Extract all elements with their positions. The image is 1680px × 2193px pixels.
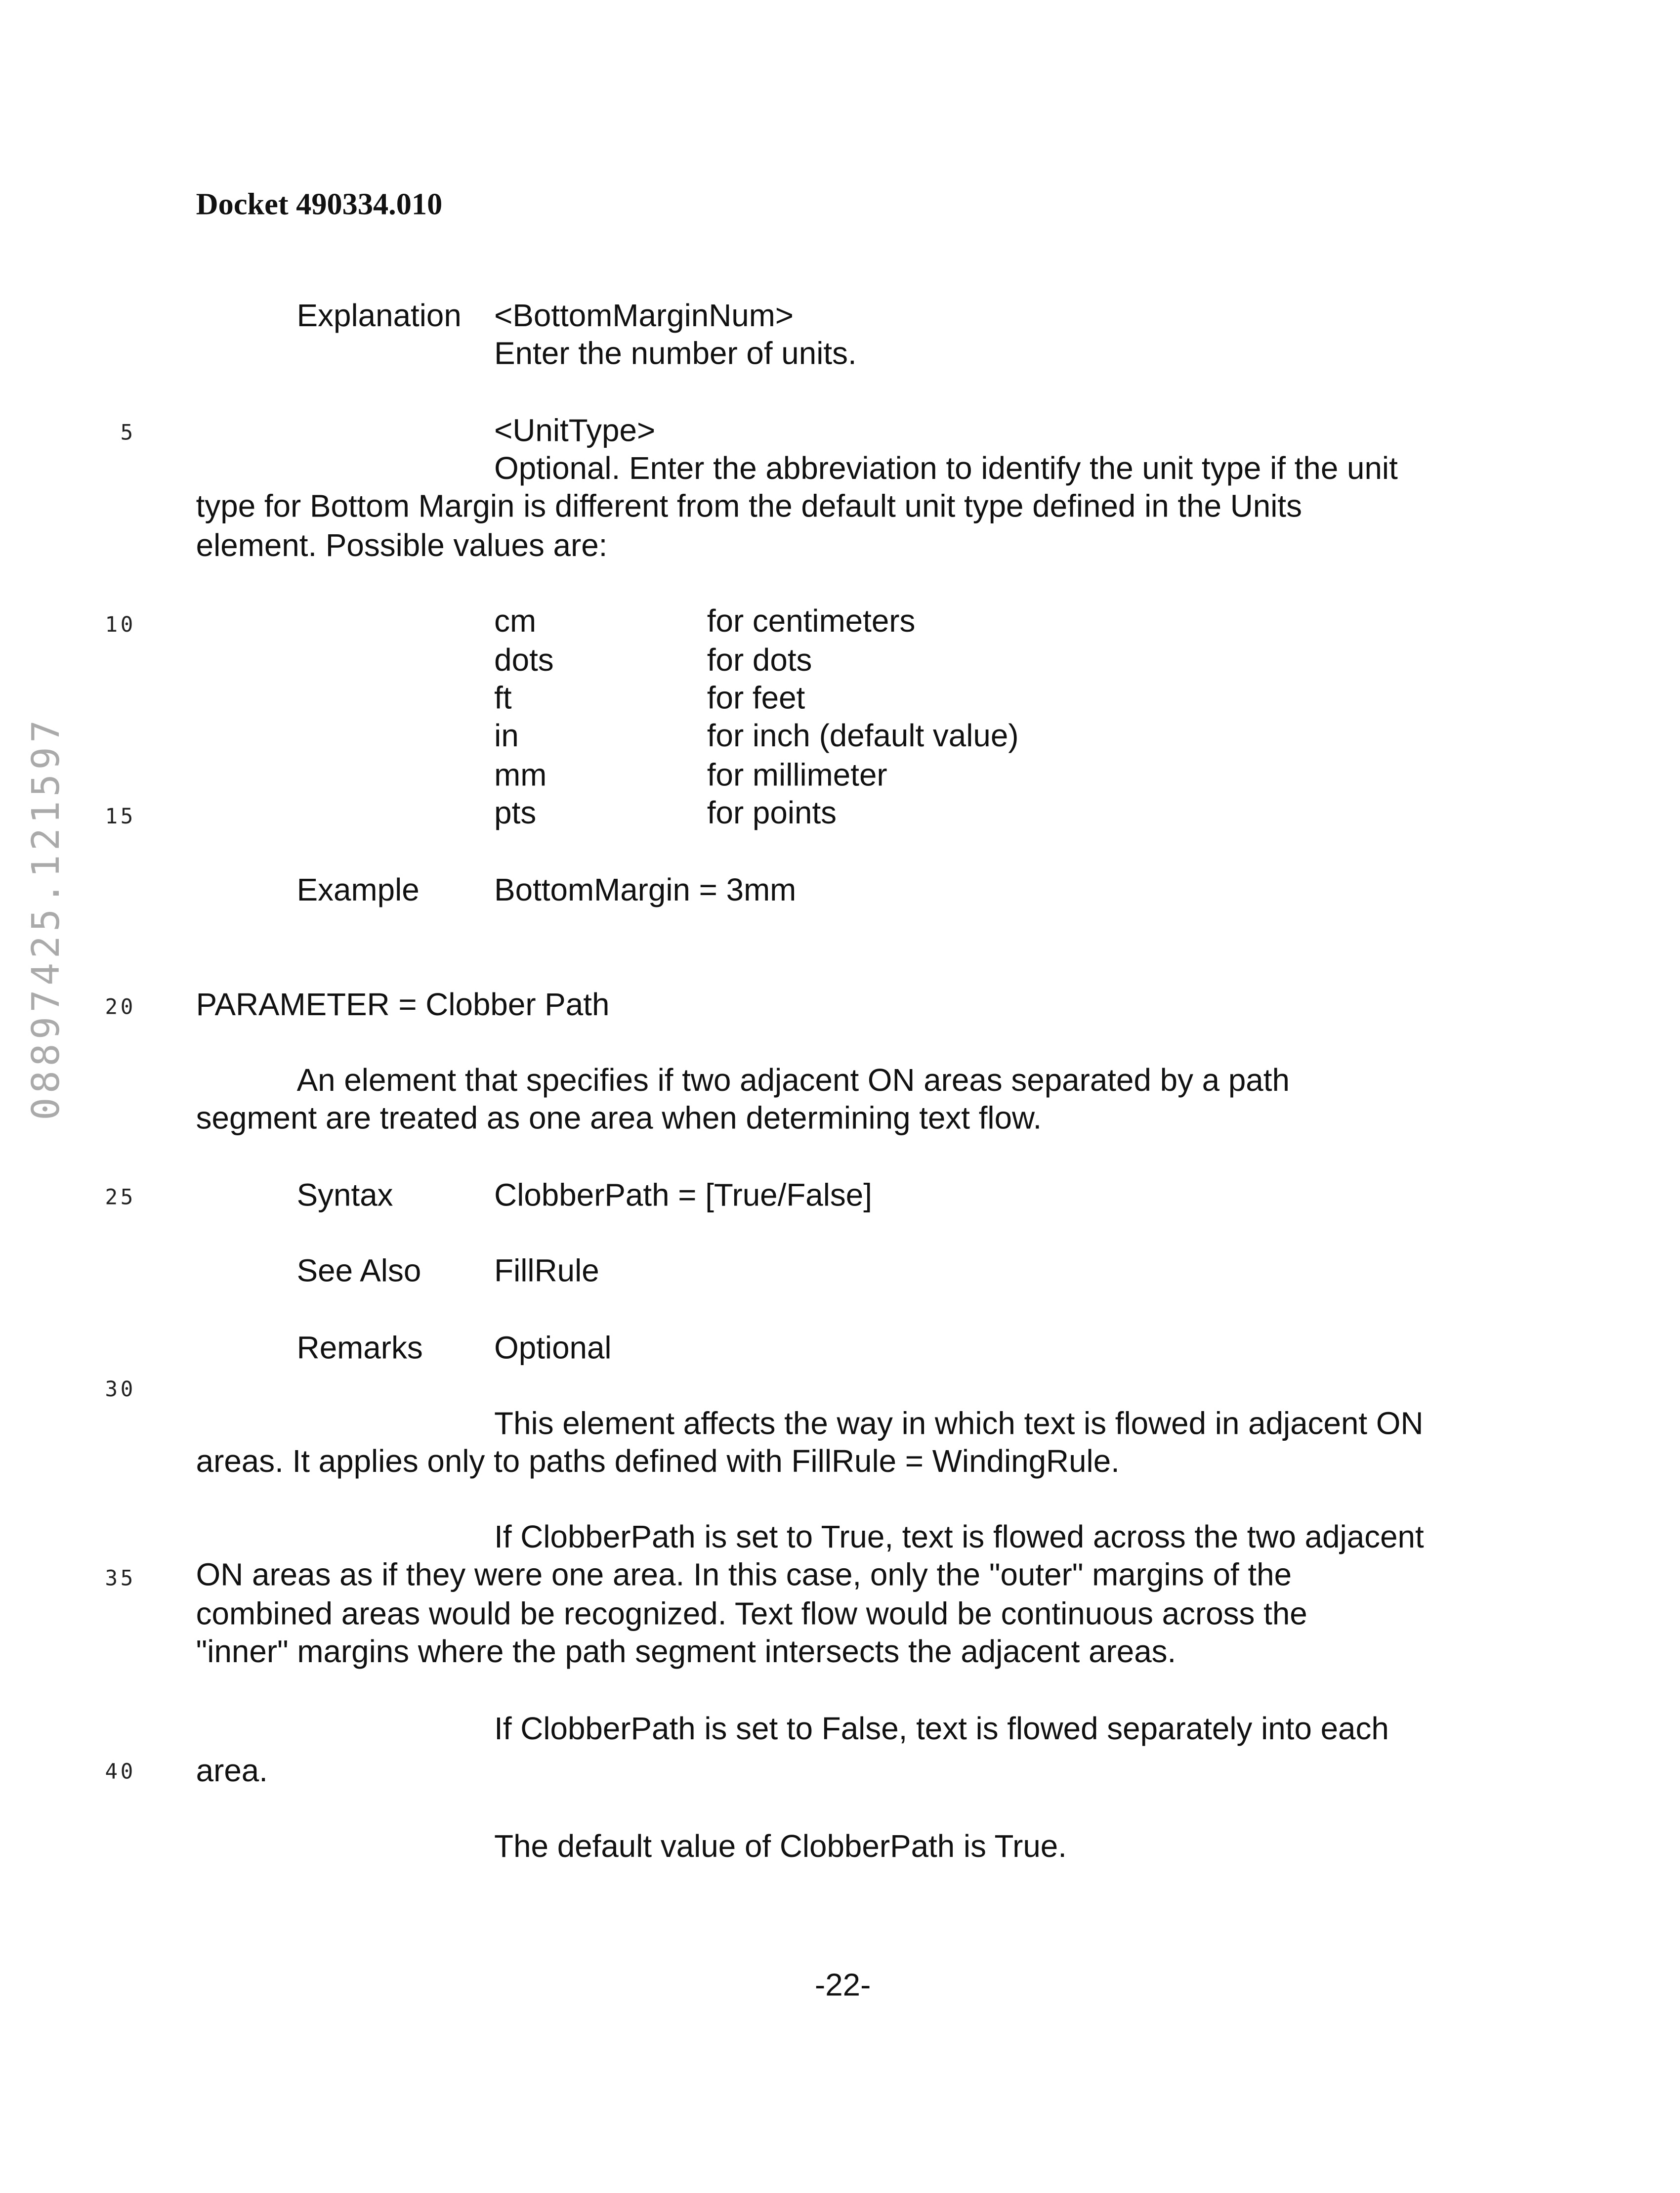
unit-abbr: dots — [494, 642, 554, 681]
unit-desc: for millimeter — [707, 756, 887, 795]
example-value: BottomMargin = 3mm — [494, 871, 796, 910]
param-text: element. Possible values are: — [196, 526, 608, 565]
parameter-heading: PARAMETER = Clobber Path — [196, 986, 610, 1025]
line-number: 15 — [105, 804, 136, 829]
parameter-description: segment are treated as one area when determining text flow. — [196, 1099, 1042, 1138]
remarks-text: The default value of ClobberPath is True. — [494, 1827, 1067, 1866]
remarks-text: combined areas would be recognized. Text flow would be continuous across the — [196, 1595, 1307, 1634]
unit-abbr: ft — [494, 679, 511, 718]
unit-desc: for inch (default value) — [707, 717, 1019, 756]
unit-desc: for feet — [707, 679, 805, 718]
line-number: 30 — [105, 1376, 136, 1402]
page-number: -22- — [815, 1966, 871, 2005]
line-number: 35 — [105, 1566, 136, 1591]
unit-desc: for centimeters — [707, 602, 916, 641]
line-number: 40 — [105, 1759, 136, 1784]
explanation-label: Explanation — [297, 297, 462, 336]
param-text: Enter the number of units. — [494, 335, 857, 374]
param-bottom-margin-num: <BottomMarginNum> — [494, 297, 794, 336]
param-unit-type: <UnitType> — [494, 412, 655, 451]
unit-desc: for points — [707, 794, 837, 833]
line-number: 10 — [105, 612, 136, 637]
document-page — [0, 0, 1680, 2193]
example-label: Example — [297, 871, 420, 910]
see-also-value: FillRule — [494, 1252, 599, 1291]
syntax-value: ClobberPath = [True/False] — [494, 1176, 872, 1215]
remarks-text: "inner" margins where the path segment intersects the adjacent areas. — [196, 1633, 1176, 1672]
remarks-text: This element affects the way in which text is flowed in adjacent ON — [494, 1405, 1423, 1444]
remarks-text: If ClobberPath is set to False, text is flowed separately into each — [494, 1710, 1389, 1749]
param-text: Optional. Enter the abbreviation to identify the unit type if the unit — [494, 449, 1398, 488]
docket-number: Docket 490334.010 — [196, 186, 443, 223]
remarks-label: Remarks — [297, 1329, 423, 1368]
unit-abbr: cm — [494, 602, 536, 641]
remarks-text: areas. It applies only to paths defined with FillRule = WindingRule. — [196, 1442, 1120, 1481]
see-also-label: See Also — [297, 1252, 421, 1291]
param-text: type for Bottom Margin is different from the default unit type defined in the Units — [196, 487, 1302, 526]
unit-desc: for dots — [707, 642, 812, 681]
remarks-text: If ClobberPath is set to True, text is flowed across the two adjacent — [494, 1518, 1424, 1557]
remarks-value: Optional — [494, 1329, 611, 1368]
remarks-text: ON areas as if they were one area. In this case, only the "outer" margins of the — [196, 1556, 1292, 1595]
unit-abbr: in — [494, 717, 519, 756]
line-number: 25 — [105, 1185, 136, 1210]
unit-abbr: mm — [494, 756, 546, 795]
syntax-label: Syntax — [297, 1176, 393, 1215]
unit-abbr: pts — [494, 794, 536, 833]
line-number: 20 — [105, 994, 136, 1020]
parameter-description: An element that specifies if two adjacent ON areas separated by a path — [297, 1062, 1290, 1101]
line-number: 5 — [121, 420, 136, 445]
scan-stamp: 08897425.121597 — [25, 716, 69, 1120]
remarks-text: area. — [196, 1752, 268, 1791]
